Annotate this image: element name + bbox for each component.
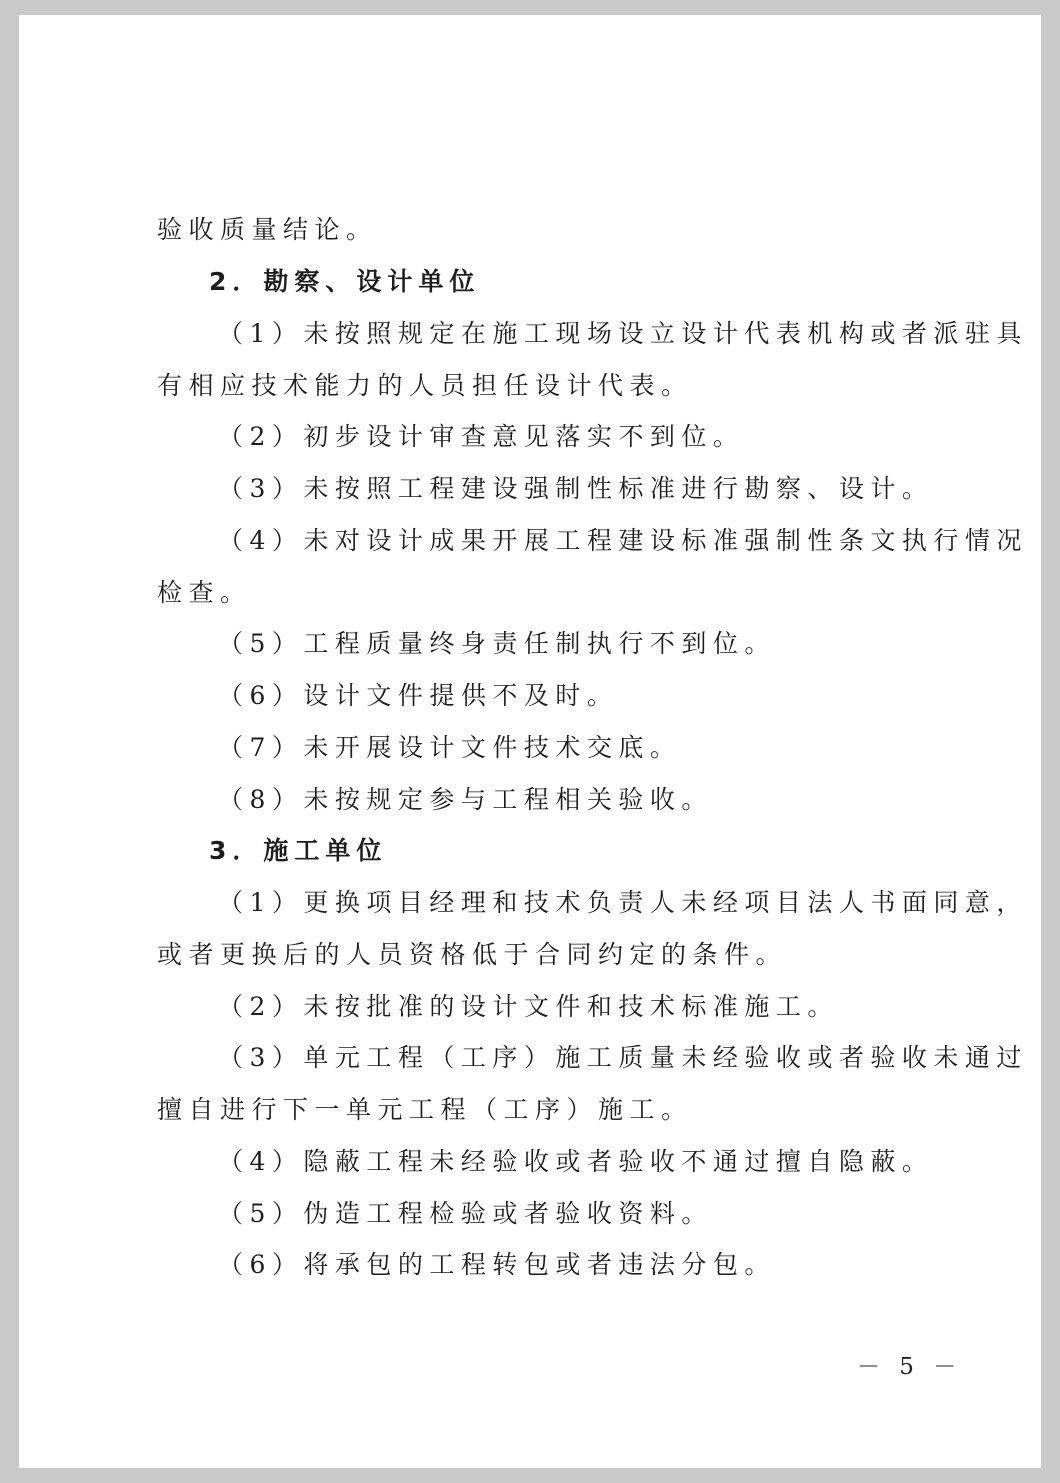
- section-heading-construction: 3．施工单位: [209, 836, 388, 865]
- list-item: （3）单元工程（工序）施工质量未经验收或者验收未通过: [218, 1043, 1028, 1072]
- list-item: （2）初步设计审查意见落实不到位。: [218, 422, 745, 451]
- list-item: （7）未开展设计文件技术交底。: [218, 733, 682, 762]
- list-item: （2）未按批准的设计文件和技术标准施工。: [218, 992, 839, 1021]
- list-item: （1）更换项目经理和技术负责人未经项目法人书面同意，: [218, 888, 1028, 917]
- list-item: （1）未按照规定在施工现场设立设计代表机构或者派驻具: [218, 319, 1028, 348]
- list-item: （8）未按规定参与工程相关验收。: [218, 785, 713, 814]
- list-item: （5）工程质量终身责任制执行不到位。: [218, 629, 776, 658]
- document-page: [19, 15, 1041, 1468]
- page-number: － 5 －: [857, 1354, 963, 1380]
- continuation-line: 有相应技术能力的人员担任设计代表。: [157, 371, 693, 400]
- continuation-line: 或者更换后的人员资格低于合同约定的条件。: [157, 940, 788, 969]
- continuation-line: 检查。: [157, 578, 252, 607]
- list-item: （6）设计文件提供不及时。: [218, 681, 619, 710]
- continuation-line: 擅自进行下一单元工程（工序）施工。: [157, 1095, 693, 1124]
- list-item: （4）隐蔽工程未经验收或者验收不通过擅自隐蔽。: [218, 1147, 934, 1176]
- continuation-line: 验收质量结论。: [157, 215, 378, 244]
- list-item: （6）将承包的工程转包或者违法分包。: [218, 1250, 776, 1279]
- list-item: （5）伪造工程检验或者验收资料。: [218, 1199, 713, 1228]
- section-heading-survey-design: 2．勘察、设计单位: [209, 267, 481, 296]
- list-item: （3）未按照工程建设强制性标准进行勘察、设计。: [218, 474, 934, 503]
- list-item: （4）未对设计成果开展工程建设标准强制性条文执行情况: [218, 526, 1028, 555]
